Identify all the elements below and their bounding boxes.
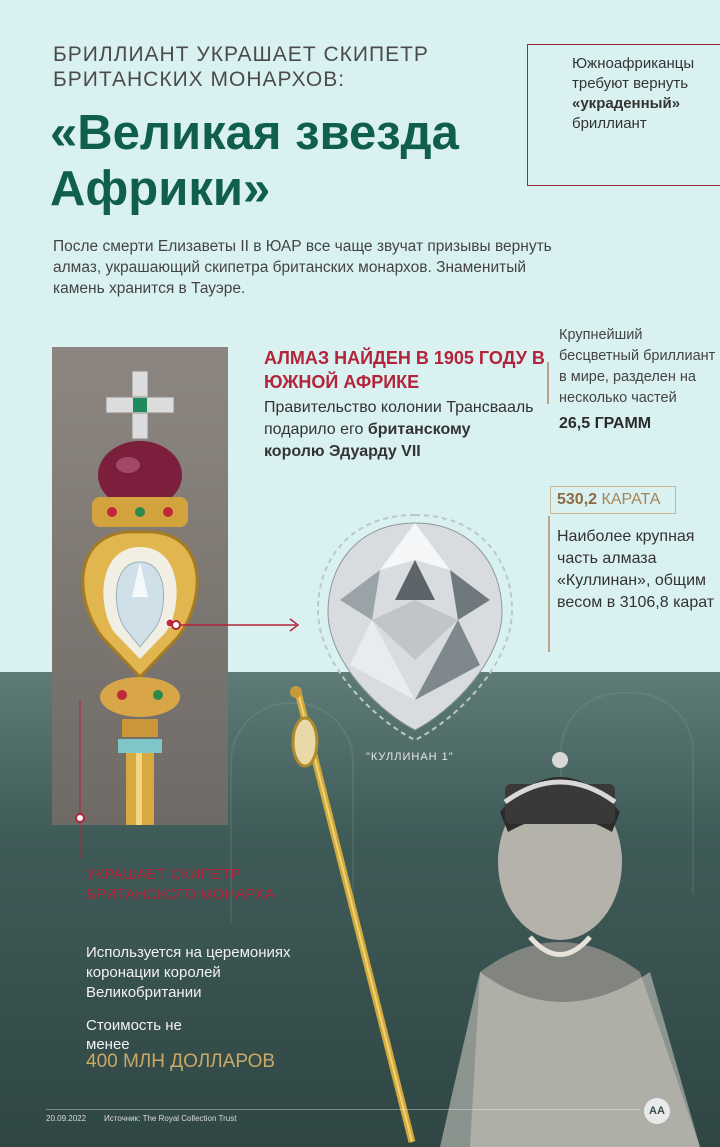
cost-value: 400 МЛН ДОЛЛАРОВ bbox=[86, 1051, 276, 1072]
found-text-start: Правительство колонии Трансвааль подарило его bbox=[264, 399, 534, 438]
found-text-bold: британскому королю Эдуарду VII bbox=[264, 421, 471, 460]
footer-divider bbox=[46, 1109, 640, 1110]
superheader: БРИЛЛИАНТ УКРАШАЕТ СКИПЕТР БРИТАНСКИХ МОНАРХОВ: bbox=[53, 43, 429, 91]
intro-text: После смерти Елизаветы II в ЮАР все чаще звучат призывы вернуть алмаз, украшающий скипетра британских монархов. Знаменитый камень хранится в Тауэре. bbox=[53, 238, 552, 297]
carats-badge bbox=[550, 486, 676, 514]
carats-unit: КАРАТА bbox=[601, 491, 661, 508]
found-text bbox=[264, 397, 534, 463]
scepter-illustration bbox=[52, 347, 228, 825]
side-note-line-1: Южноафриканцы требуют вернуть bbox=[572, 55, 695, 92]
adorns-caption: УКРАШАЕТ СКИПЕТР БРИТАНСКОГО МОНАРХА bbox=[86, 866, 275, 903]
largest-diamond-fact bbox=[547, 325, 717, 434]
weight-value: 26,5 ГРАММ bbox=[559, 415, 652, 432]
footer-date: 20.09.2022 bbox=[46, 1114, 87, 1123]
footer-source: Источник: The Royal Collection Trust bbox=[104, 1114, 237, 1123]
piece-text: Наиболее крупная часть алмаза «Куллинан», общим весом в 3106,8 карат bbox=[557, 528, 715, 611]
carats-value: 530,2 bbox=[557, 491, 598, 508]
largest-text: Крупнейший бесцветный бриллиант в мире, разделен на несколько частей bbox=[559, 327, 716, 406]
page-title: «Великая звезда Африки» bbox=[50, 106, 459, 216]
carats-divider bbox=[548, 516, 550, 652]
diamond-label: "КУЛЛИНАН 1" bbox=[366, 751, 454, 763]
side-note-line-2: «украденный» bbox=[572, 95, 681, 112]
side-note-box bbox=[527, 44, 720, 186]
agency-logo-icon: AA bbox=[644, 1098, 670, 1124]
scepter-photo bbox=[52, 347, 228, 825]
side-note-line-3: бриллиант bbox=[572, 115, 647, 132]
usage-text: Используется на церемониях коронации королей Великобритании bbox=[86, 944, 291, 1001]
found-title: АЛМАЗ НАЙДЕН В 1905 ГОДУ В ЮЖНОЙ АФРИКЕ bbox=[264, 348, 545, 392]
cost-label: Стоимость не менее bbox=[86, 1017, 182, 1053]
